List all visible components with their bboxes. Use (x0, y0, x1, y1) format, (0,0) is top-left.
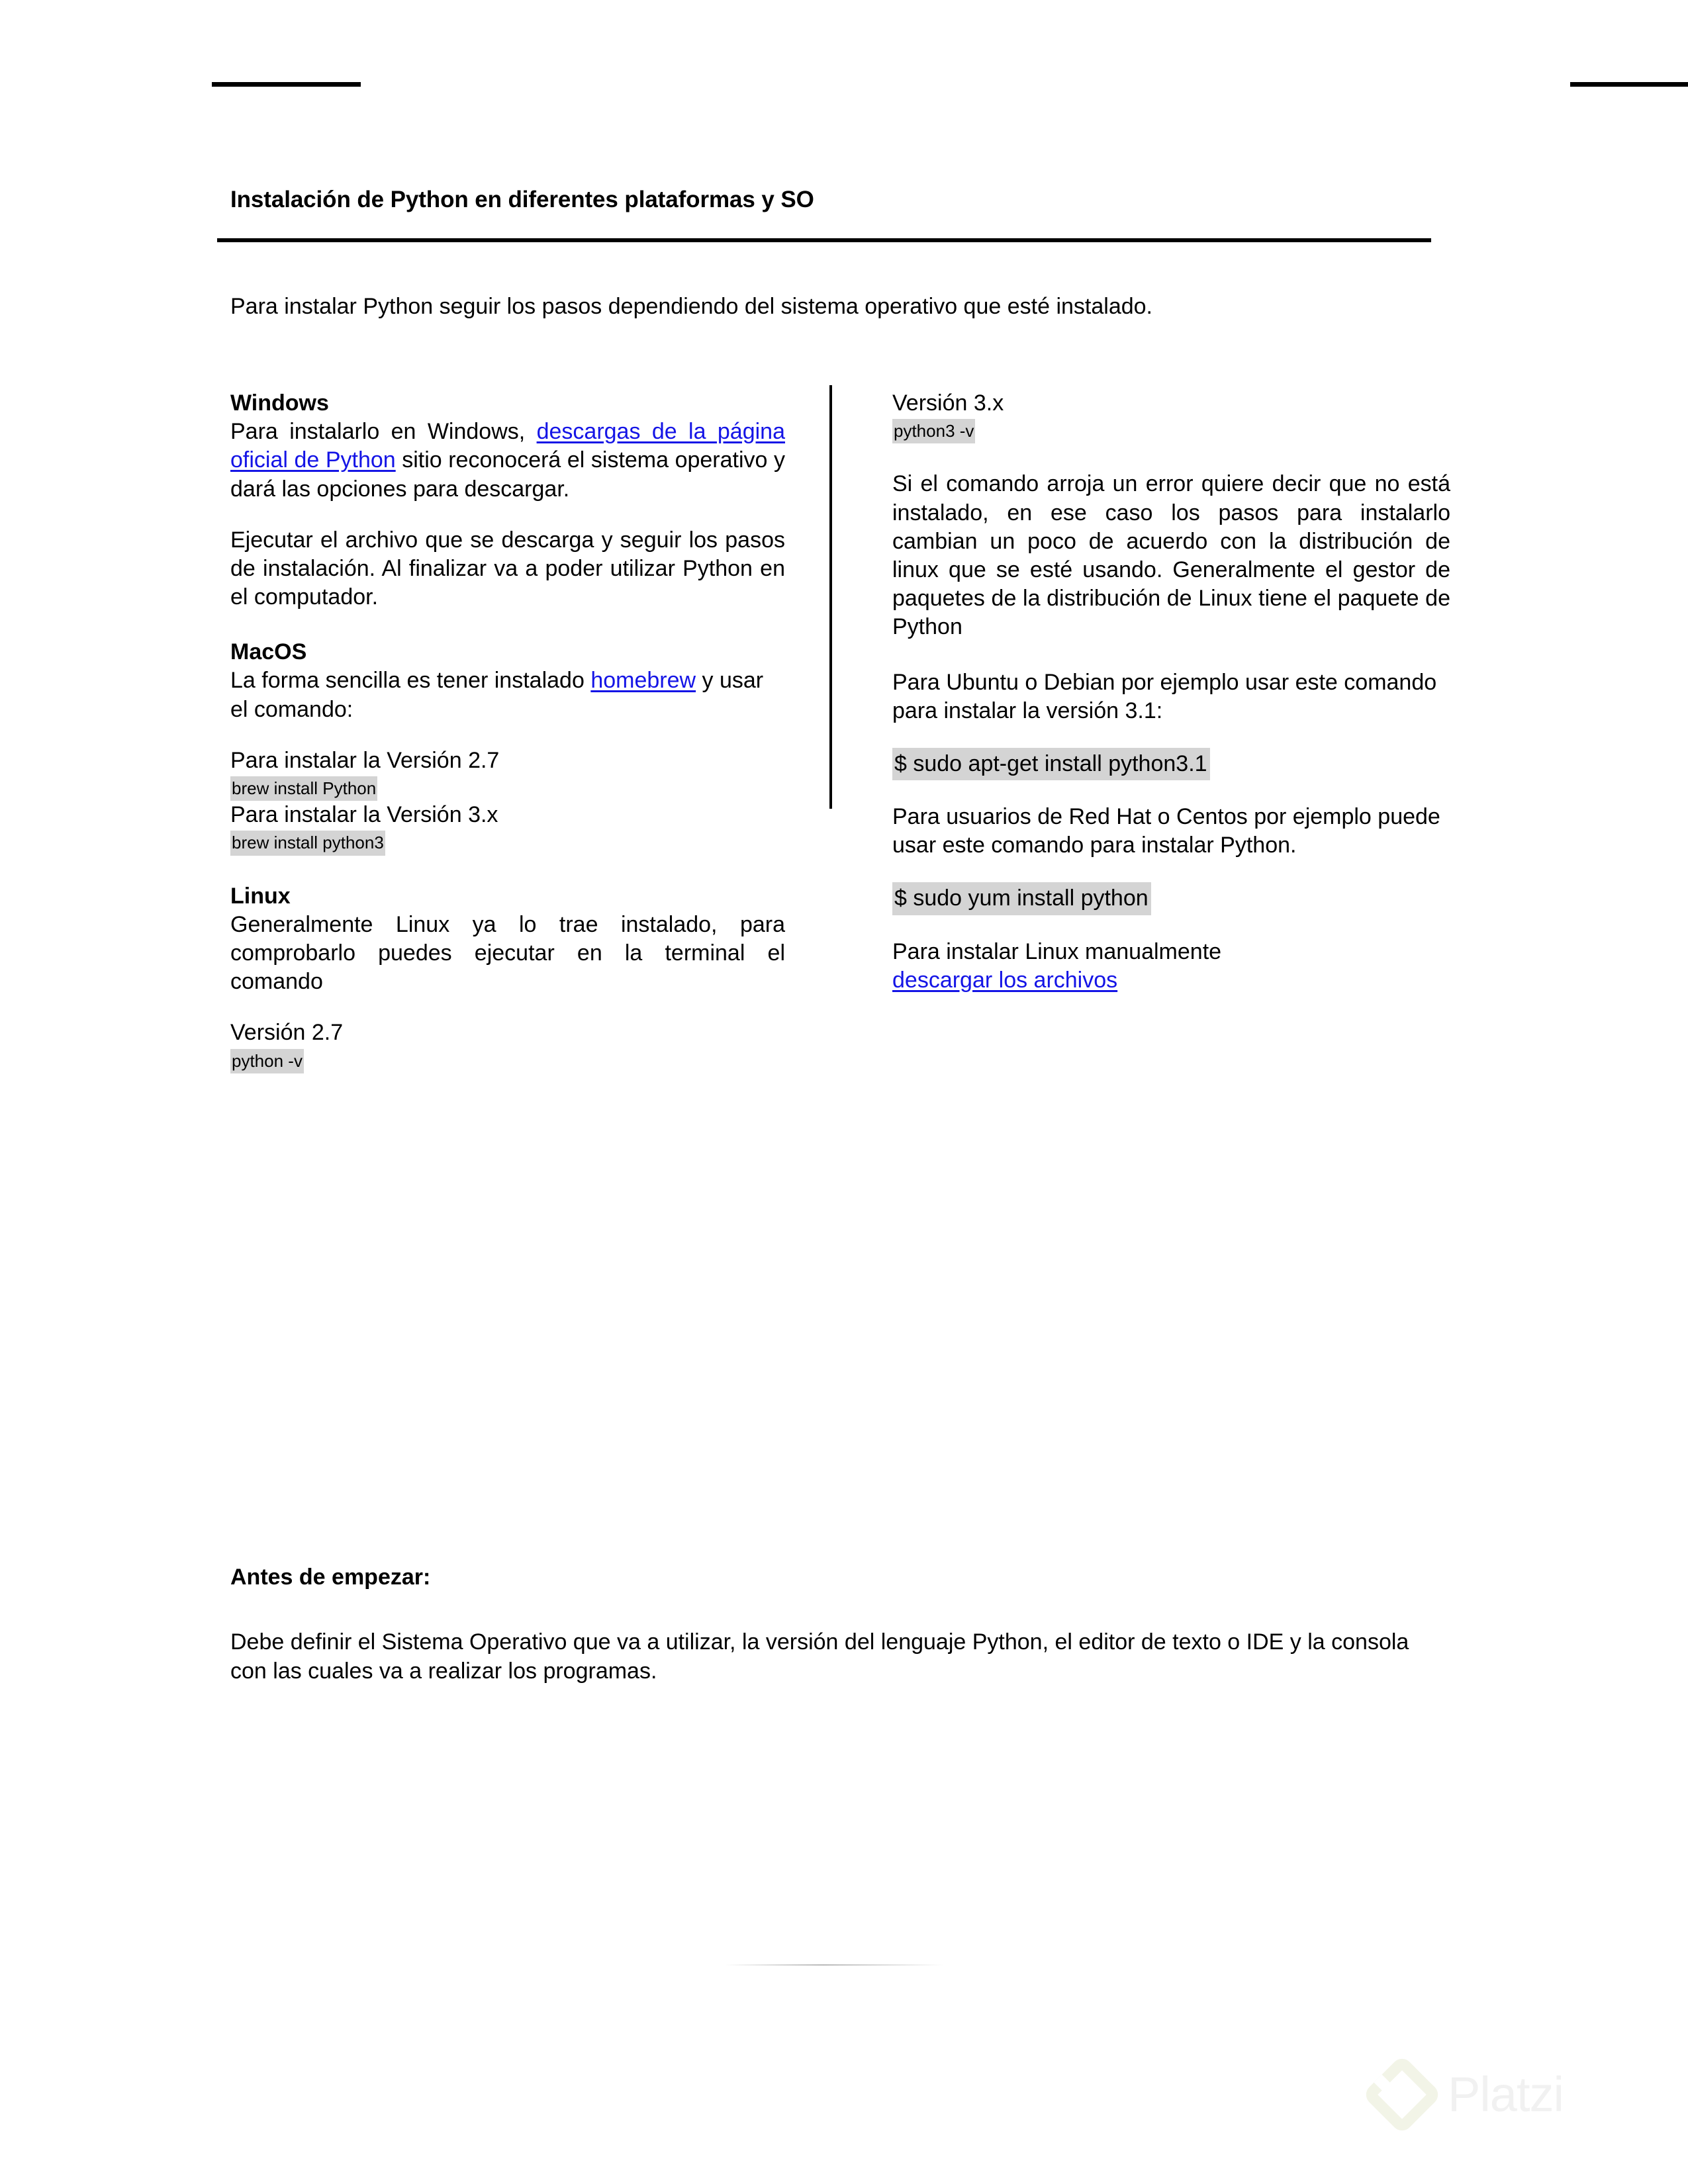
command-yum-install: $ sudo yum install python (892, 882, 1151, 915)
section-heading-macos: MacOS (230, 639, 307, 665)
macos-command-3x: brew install python3 (230, 831, 385, 855)
macos-command-27: brew install Python (230, 776, 377, 801)
macos-version-3x-label: Para instalar la Versión 3.x (230, 802, 498, 828)
macos-text-after-link: y usar el comando: (230, 668, 764, 722)
spacer (230, 724, 785, 747)
download-files-link[interactable]: descargar los archivos (892, 967, 1118, 993)
header-rule-right (1570, 82, 1688, 87)
linux-cmd-line (230, 1048, 785, 1073)
python-downloads-link[interactable]: descargas de la página oficial de Python (230, 419, 785, 473)
spacer (230, 612, 785, 638)
right-paragraph-4: Para instalar Linux manualmente (892, 938, 1222, 964)
right-version-label: Versión 3.x (892, 390, 1004, 416)
command-apt-get-install: $ sudo apt-get install python3.1 (892, 748, 1210, 780)
yum-command-line (892, 882, 1450, 915)
section-heading-windows: Windows (230, 390, 329, 416)
spacer (892, 443, 1450, 470)
spacer (892, 860, 1450, 882)
right-paragraph-3: Para usuarios de Red Hat o Centos por ejemplo puede usar este comando para instalar Python. (892, 804, 1440, 858)
macos-version-27-label: Para instalar la Versión 2.7 (230, 747, 500, 773)
platzi-diamond-icon (1362, 2054, 1442, 2135)
right-version-cmd-line (892, 418, 1450, 443)
spacer (230, 504, 785, 526)
download-files-line (892, 966, 1450, 995)
spacer (892, 725, 1450, 748)
intro-paragraph: Para instalar Python seguir los pasos dependiendo del sistema operativo que esté instalado. (230, 294, 1152, 319)
linux-paragraph: Generalmente Linux ya lo trae instalado, para comprobarlo puedes ejecutar en la terminal el comando (230, 911, 785, 995)
macos-cmd-3x-line (230, 829, 785, 855)
windows-paragraph (230, 418, 785, 504)
title-underline-rule (217, 238, 1431, 242)
command-python3-v: python3 -v (892, 419, 975, 443)
section-heading-linux: Linux (230, 883, 291, 909)
platzi-watermark (1374, 2052, 1652, 2138)
right-column (892, 389, 1450, 995)
right-paragraph-1: Si el comando arroja un error quiere decir que no está instalado, en ese caso los pasos para instalarlo cambian un poco de acuerdo con la distribución de linux que se esté usando. Generalmente el gestor de paquetes de la distribución de Linux tiene el paquete de Python (892, 471, 1450, 640)
spacer (230, 996, 785, 1019)
apt-command-line (892, 748, 1450, 780)
section-heading-antes-de-empezar: Antes de empezar: (230, 1565, 431, 1590)
before-starting-paragraph: Debe definir el Sistema Operativo que va a utilizar, la versión del lenguaje Python, el editor de texto o IDE y la consola con las cuales va a realizar los programas. (230, 1629, 1409, 1684)
spacer (892, 642, 1450, 668)
before-starting-section (230, 1565, 1422, 1686)
page-title: Instalación de Python en diferentes plataformas y SO (230, 187, 814, 212)
spacer (892, 915, 1450, 938)
linux-version-label: Versión 2.7 (230, 1020, 344, 1046)
column-divider (829, 385, 832, 809)
spacer (892, 780, 1450, 803)
header-rule-left (212, 82, 361, 87)
windows-text-before-link: Para instalarlo en Windows, (230, 419, 537, 445)
macos-text-before-link: La forma sencilla es tener instalado (230, 668, 591, 694)
footer-hairline (725, 1964, 943, 1966)
left-column (230, 389, 785, 1073)
right-paragraph-2: Para Ubuntu o Debian por ejemplo usar este comando para instalar la versión 3.1: (892, 669, 1437, 723)
windows-paragraph-2: Ejecutar el archivo que se descarga y seguir los pasos de instalación. Al finalizar va a poder utilizar Python en el computador. (230, 527, 785, 610)
windows-text-after-link: sitio reconocerá el sistema operativo y dará las opciones para descargar. (230, 447, 785, 502)
platzi-wordmark: Platzi (1448, 2067, 1564, 2122)
homebrew-link[interactable]: homebrew (590, 668, 696, 694)
linux-command-python-v: python -v (230, 1049, 304, 1073)
spacer (230, 856, 785, 882)
spacer (230, 1590, 1422, 1627)
macos-cmd-27-line (230, 775, 785, 801)
macos-paragraph (230, 666, 785, 723)
